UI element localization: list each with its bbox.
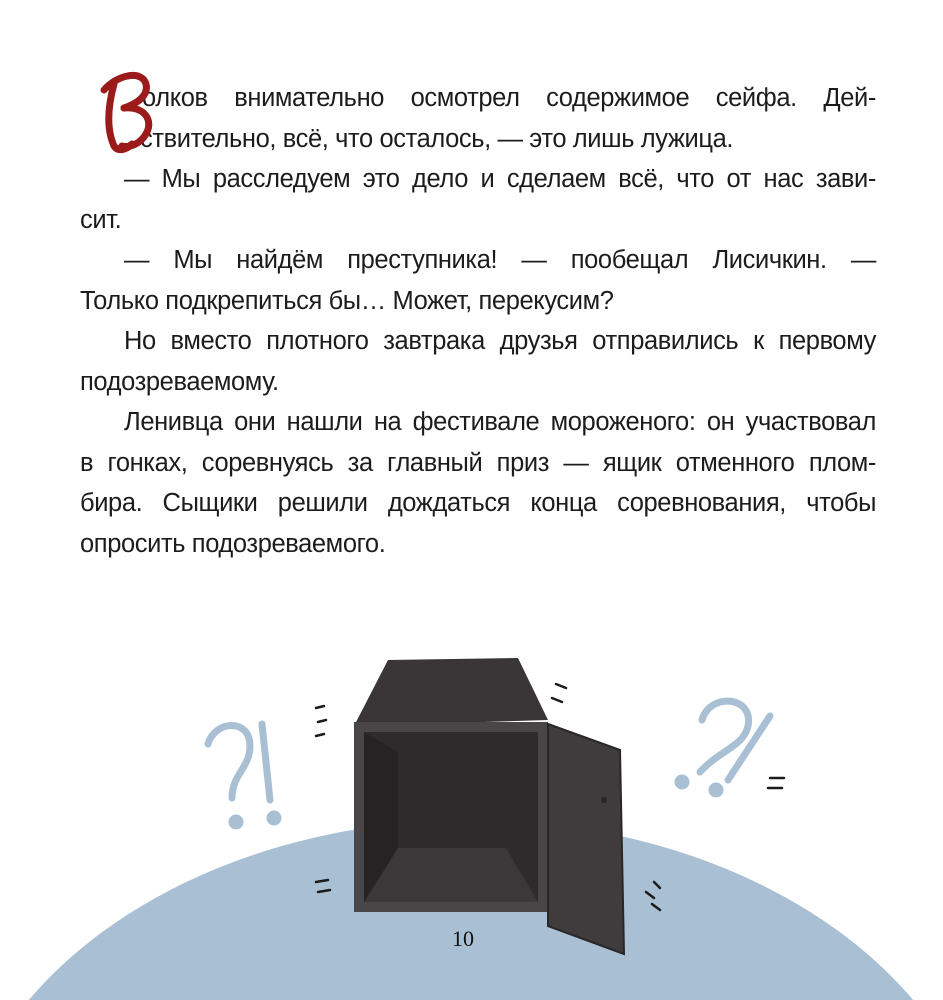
line: Только подкрепиться бы… Может, перекусим? <box>80 286 614 315</box>
line: — Мы расследуем это дело и сделаем всё, что от нас зави- <box>124 165 876 193</box>
safe-door <box>548 724 624 954</box>
question-mark-icon <box>208 724 278 826</box>
paragraph-2 <box>80 159 876 240</box>
line: сит. <box>80 205 122 234</box>
line: ствительно, всё, что осталось, — это лишь лужица. <box>140 124 734 153</box>
paragraph-4 <box>80 321 876 402</box>
line: в гонках, соревнуясь за главный приз — ящик отменного плом- <box>80 448 876 477</box>
page-number: 10 <box>452 926 474 951</box>
line: — Мы найдём преступника! — пообещал Лисичкин. — <box>124 246 876 274</box>
line: опросить подозреваемого. <box>80 529 386 558</box>
line: Но вместо плотного завтрака друзья отправились к первому <box>124 327 876 355</box>
line: олков внимательно осмотрел содержимое сейфа. Дей- <box>142 84 876 112</box>
paragraph-1 <box>80 78 876 159</box>
line: бира. Сыщики решили дождаться конца соревнования, чтобы <box>80 489 876 517</box>
line: Ленивца они нашли на фестивале мороженого: он участвовал <box>124 408 876 436</box>
paragraph-3 <box>80 240 876 321</box>
question-mark-icon <box>678 701 770 794</box>
paragraph-5 <box>80 402 876 564</box>
safe-top <box>354 658 548 726</box>
story-text <box>80 78 876 564</box>
line: подозреваемому. <box>80 367 279 396</box>
drop-cap-v <box>96 66 156 156</box>
safe-door-hinge <box>601 797 607 803</box>
